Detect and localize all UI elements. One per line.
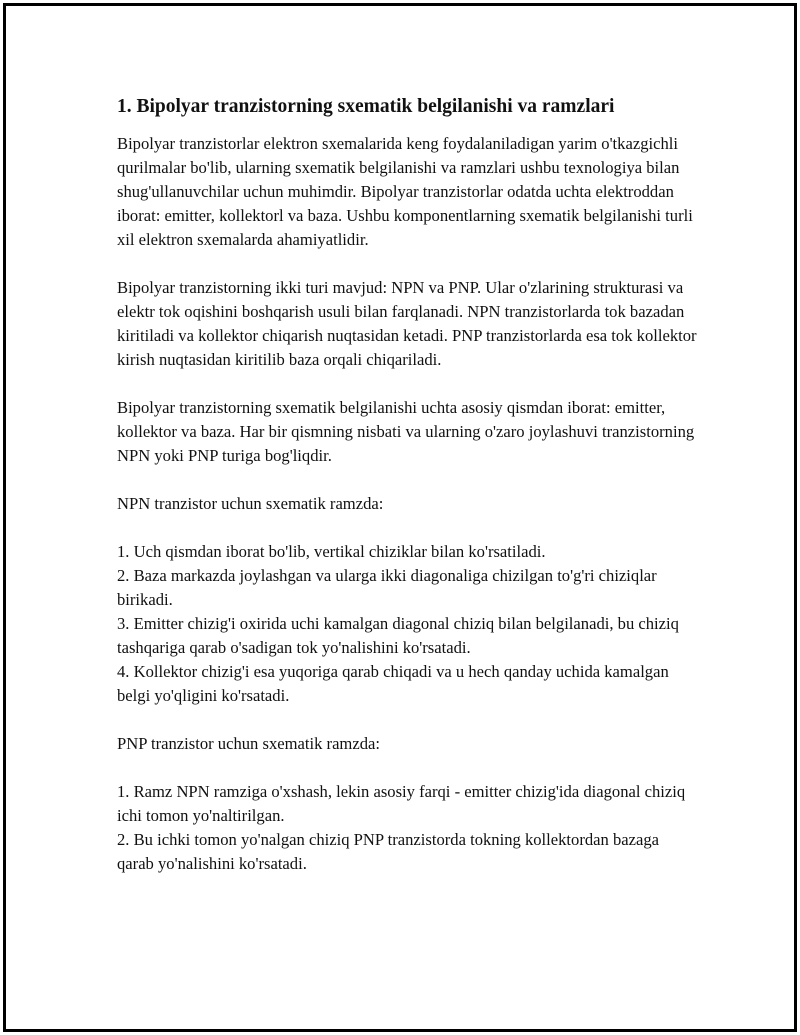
npn-list-item: 4. Kollektor chizig'i esa yuqoriga qarab chiqadi va u hech qanday uchida kamalgan belgi yo'qligini ko'rsatadi.: [117, 662, 669, 705]
paragraph-intro: Bipolyar tranzistorlar elektron sxemalarida keng foydalaniladigan yarim o'tkazgichli qurilmalar bo'lib, ularning sxematik belgilanishi va ramzlari ushbu texnologiya bilan shug'ullanuvchilar uchun muhimdir. Bipolyar tranzistorlar odatda uchta elektroddan iborat: emitter, kollektorl va baza. Ushbu komponentlarning sxematik belgilanishi turli xil elektron sxemalarda ahamiyatlidir.: [117, 134, 693, 249]
pnp-intro: PNP tranzistor uchun sxematik ramzda:: [117, 734, 380, 753]
pnp-list-item: 2. Bu ichki tomon yo'nalgan chiziq PNP tranzistorda tokning kollektordan bazaga qarab yo'nalishini ko'rsatadi.: [117, 830, 660, 873]
paragraph-structure: Bipolyar tranzistorning sxematik belgilanishi uchta asosiy qismdan iborat: emitter, kollektor va baza. Har bir qismning nisbati va ularning o'zaro joylashuvi tranzistorning NPN yoki PNP turiga bog'liqdir.: [117, 398, 695, 465]
document-body: [117, 94, 697, 900]
npn-list-item: 3. Emitter chizig'i oxirida uchi kamalgan diagonal chiziq bilan belgilanadi, bu chiziq tashqariga qarab o'sadigan tok yo'nalishini ko'rsatadi.: [117, 614, 679, 657]
pnp-list-item: 1. Ramz NPN ramziga o'xshash, lekin asosiy farqi - emitter chizig'ida diagonal chiziq ichi tomon yo'naltirilgan.: [117, 782, 686, 825]
npn-list-item: 2. Baza markazda joylashgan va ularga ikki diagonaliga chizilgan to'g'ri chiziqlar birikadi.: [117, 566, 657, 609]
pnp-list: [117, 780, 697, 876]
npn-intro: NPN tranzistor uchun sxematik ramzda:: [117, 494, 384, 513]
section-heading: 1. Bipolyar tranzistorning sxematik belgilanishi va ramzlari: [117, 96, 615, 117]
npn-list-item: 1. Uch qismdan iborat bo'lib, vertikal chiziklar bilan ko'rsatiladi.: [117, 542, 546, 561]
paragraph-types: Bipolyar tranzistorning ikki turi mavjud: NPN va PNP. Ular o'zlarining strukturasi va elektr tok oqishini boshqarish usuli bilan farqlanadi. NPN tranzistorlarda tok bazadan kiritiladi va kollektor chiqarish nuqtasidan ketadi. PNP tranzistorlarda esa tok kollektor kirish nuqtasidan kiritilib baza orqali chiqariladi.: [117, 278, 697, 369]
npn-list: [117, 540, 697, 708]
